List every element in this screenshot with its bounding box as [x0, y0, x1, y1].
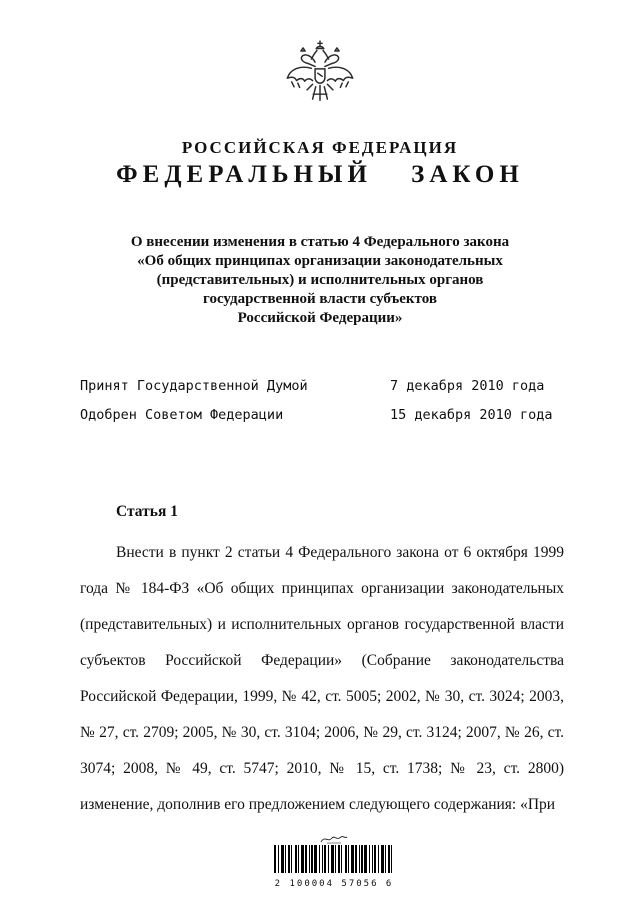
barcode-number: 2 100004 57056 6: [274, 879, 394, 889]
law-title-line: Российской Федерации»: [237, 310, 403, 326]
document-type-heading: ФЕДЕРАЛЬНЫЙ ЗАКОН: [116, 161, 524, 188]
adopted-by-duma-label: Принят Государственной Думой: [80, 378, 308, 394]
law-title: [0, 233, 640, 328]
coat-of-arms-russia: [0, 0, 640, 124]
approved-by-council-date: 15 декабря 2010 года: [390, 407, 553, 423]
article-1-heading: Статья 1: [116, 503, 178, 520]
law-title-line: государственной власти субъектов: [203, 291, 437, 307]
double-headed-eagle-icon: [283, 36, 357, 124]
law-title-line: «Об общих принципах организации законодательных: [137, 253, 503, 269]
signature-squiggle: [274, 832, 394, 844]
country-header: РОССИЙСКАЯ ФЕДЕРАЦИЯ: [181, 138, 459, 157]
adoption-block: [80, 378, 570, 423]
approved-by-council-label: Одобрен Советом Федерации: [80, 407, 284, 423]
barcode-bars: [274, 845, 394, 873]
law-title-line: (представительных) и исполнительных органов: [156, 272, 484, 288]
barcode-block: [274, 832, 394, 889]
law-title-line: О внесении изменения в статью 4 Федерального закона: [130, 234, 510, 250]
article-1-body: Внести в пункт 2 статьи 4 Федерального закона от 6 октября 1999 года № 184-ФЗ «Об общих принципах организации законодательных (представительных) и исполнительных органов государственной власти субъектов Российской Федерации» (Собрание законодательства Российской Федерации, 1999, № 42, ст. 5005; 2002, № 30, ст. 3024; 2003, № 27, ст. 2709; 2005, № 30, ст. 3104; 2006, № 29, ст. 3124; 2007, № 26, ст. 3074; 2008, № 49, ст. 5747; 2010, № 15, ст. 1738; № 23, ст. 2800) изменение, дополнив его предложением следующего содержания: «При: [80, 544, 564, 813]
adopted-by-duma-date: 7 декабря 2010 года: [390, 378, 545, 394]
